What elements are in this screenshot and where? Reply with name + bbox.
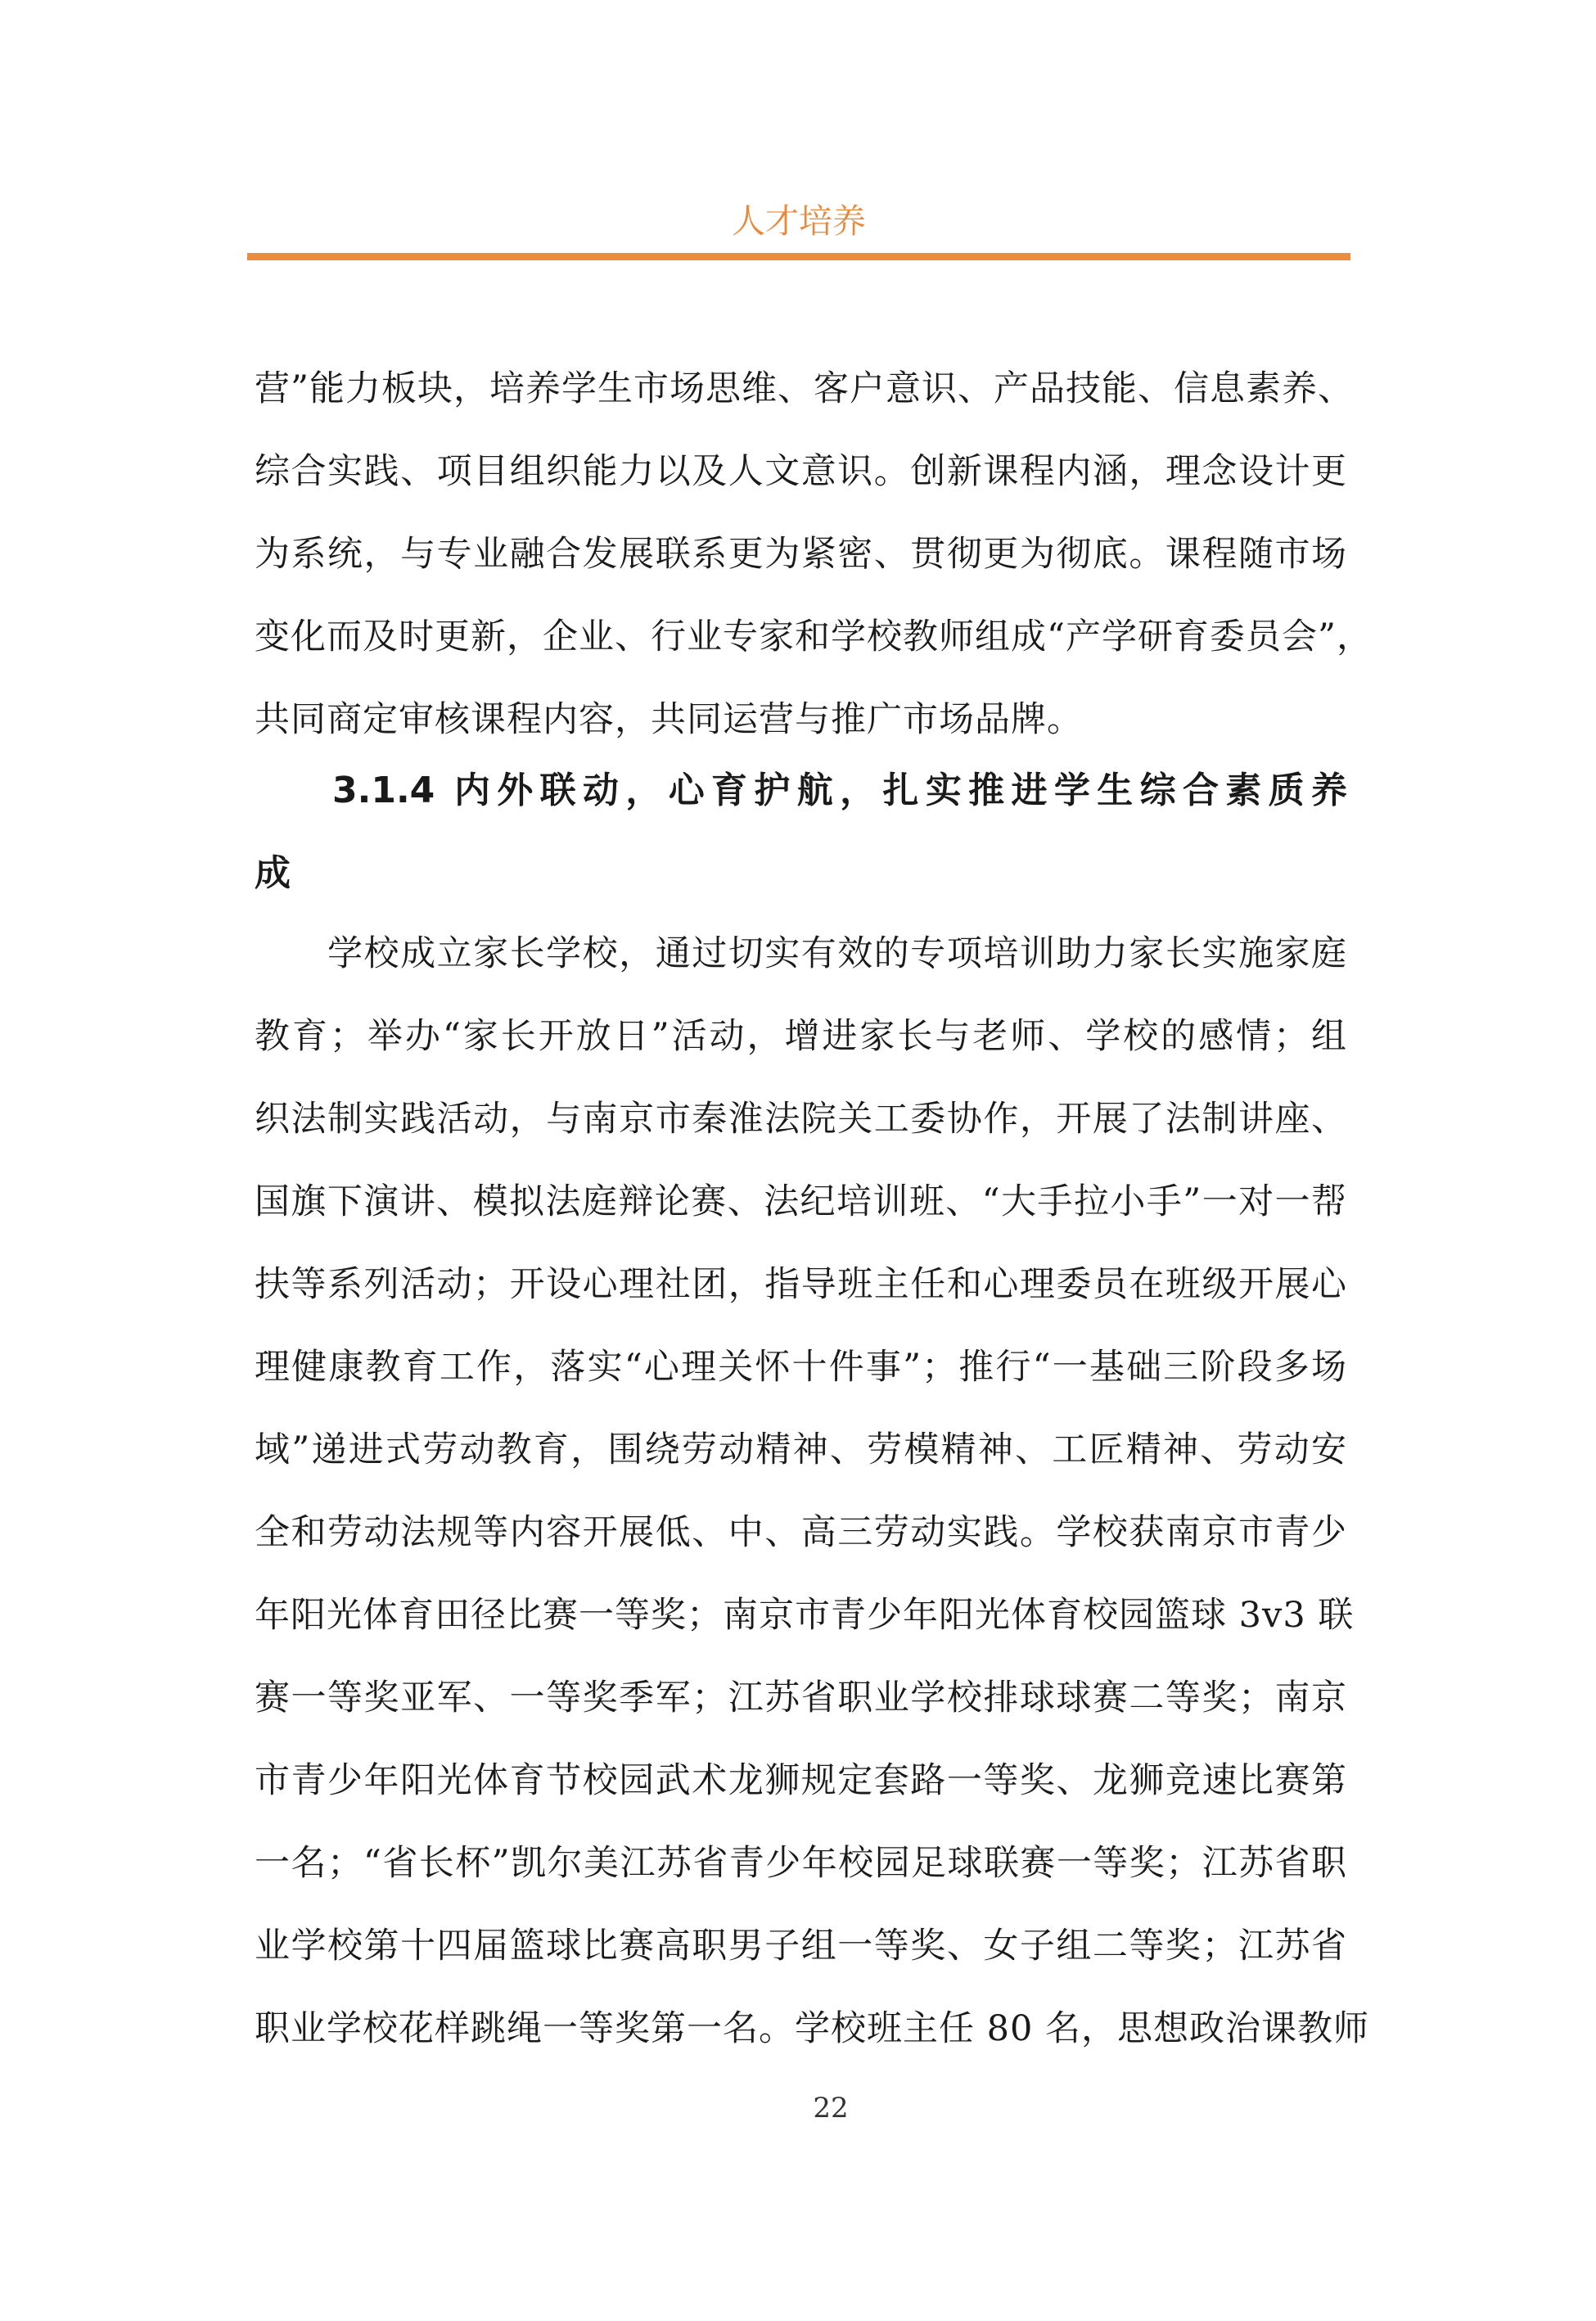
paragraph-line: 营”能力板块，培养学生市场思维、客户意识、产品技能、信息素养、	[255, 368, 1354, 409]
header-divider	[247, 253, 1350, 260]
paragraph-line: 一名；“省长杯”凯尔美江苏省青少年校园足球联赛一等奖；江苏省职	[255, 1843, 1347, 1884]
section-heading-line: 3.1.4 内外联动，心育护航，扎实推进学生综合素质养	[332, 770, 1347, 811]
paragraph-student-quality	[255, 913, 1370, 2070]
paragraph-line: 共同商定审核课程内容，共同运营与推广市场品牌。	[255, 699, 1083, 740]
paragraph-line: 职业学校花样跳绳一等奖第一名。学校班主任 80 名，思想政治课教师	[255, 2008, 1370, 2049]
page-number: 22	[813, 2092, 849, 2125]
paragraph-line: 为系统，与专业融合发展联系更为紧密、贯彻更为彻底。课程随市场	[255, 534, 1347, 575]
paragraph-line: 赛一等奖亚军、一等奖季军；江苏省职业学校排球球赛二等奖；南京	[255, 1678, 1347, 1718]
paragraph-line: 变化而及时更新，企业、行业专家和学校教师组成“产学研育委员会”，	[255, 616, 1373, 657]
page-header-title: 人才培养	[732, 201, 866, 241]
section-heading-line: 成	[255, 852, 291, 894]
paragraph-line: 国旗下演讲、模拟法庭辩论赛、法纪培训班、“大手拉小手”一对一帮	[255, 1181, 1347, 1222]
paragraph-line: 市青少年阳光体育节校园武术龙狮规定套路一等奖、龙狮竞速比赛第	[255, 1760, 1347, 1801]
paragraph-line: 扶等系列活动；开设心理社团，指导班主任和心理委员在班级开展心	[255, 1264, 1347, 1305]
paragraph-line: 教育；举办“家长开放日”活动，增进家长与老师、学校的感情；组	[255, 1016, 1347, 1057]
paragraph-line: 织法制实践活动，与南京市秦淮法院关工委协作，开展了法制讲座、	[255, 1099, 1347, 1140]
paragraph-line: 年阳光体育田径比赛一等奖；南京市青少年阳光体育校园篮球 3v3 联	[255, 1595, 1355, 1636]
paragraph-line: 域”递进式劳动教育，围绕劳动精神、劳模精神、工匠精神、劳动安	[255, 1429, 1347, 1470]
paragraph-line: 学校成立家长学校，通过切实有效的专项培训助力家长实施家庭	[255, 933, 1347, 974]
paragraph-line: 综合实践、项目组织能力以及人文意识。创新课程内涵，理念设计更	[255, 451, 1347, 492]
paragraph-curriculum	[255, 348, 1373, 761]
paragraph-line: 理健康教育工作，落实“心理关怀十件事”；推行“一基础三阶段多场	[255, 1347, 1347, 1388]
section-heading-3-1-4	[255, 749, 1347, 914]
paragraph-line: 全和劳动法规等内容开展低、中、高三劳动实践。学校获南京市青少	[255, 1512, 1347, 1553]
paragraph-line: 业学校第十四届篮球比赛高职男子组一等奖、女子组二等奖；江苏省	[255, 1926, 1347, 1967]
